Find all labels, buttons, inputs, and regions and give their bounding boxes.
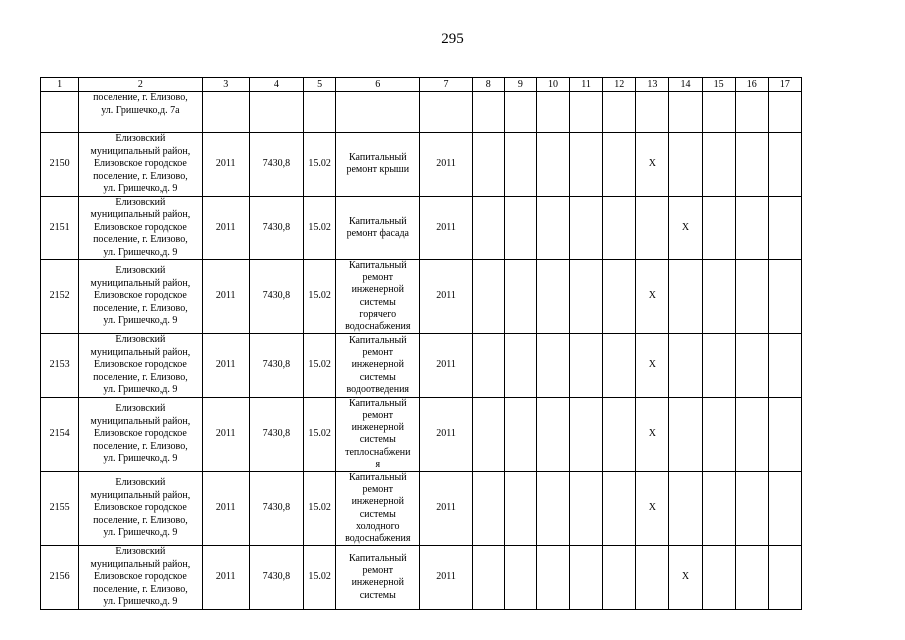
- empty-cell: [472, 334, 504, 398]
- empty-cell: [570, 471, 603, 545]
- empty-cell: [735, 397, 768, 471]
- mark-cell-13: Х: [636, 471, 669, 545]
- year-cell: 2011: [202, 546, 249, 610]
- empty-cell: [536, 196, 569, 260]
- work-type-cell: Капитальный ремонт фасада: [336, 196, 420, 260]
- empty-cell: [735, 92, 768, 133]
- year-cell: 2011: [202, 334, 249, 398]
- empty-cell: [504, 471, 536, 545]
- mark-cell-14: [669, 260, 702, 334]
- empty-cell: [536, 334, 569, 398]
- empty-cell: [735, 546, 768, 610]
- area-cell: 7430,8: [249, 196, 303, 260]
- empty-cell: [768, 546, 801, 610]
- year-cell: 2011: [202, 397, 249, 471]
- column-header: 2: [79, 78, 202, 92]
- empty-cell: [702, 471, 735, 545]
- empty-cell: [472, 546, 504, 610]
- address-cell: поселение, г. Елизово, ул. Гришечко,д. 7а: [79, 92, 202, 133]
- empty-cell: [735, 260, 768, 334]
- mark-cell-14: [669, 334, 702, 398]
- year-cell: 2011: [202, 133, 249, 197]
- empty-cell: [735, 471, 768, 545]
- empty-cell: [570, 260, 603, 334]
- row-number-cell: 2152: [41, 260, 79, 334]
- mark-cell-14: Х: [669, 196, 702, 260]
- mark-cell-13: Х: [636, 133, 669, 197]
- address-cell: Елизовский муниципальный район, Елизовское городское поселение, г. Елизово, ул. Гришечко,д. 9: [79, 260, 202, 334]
- row-number-cell: 2156: [41, 546, 79, 610]
- column-header: 11: [570, 78, 603, 92]
- row-number-cell: 2154: [41, 397, 79, 471]
- empty-cell: [536, 92, 569, 133]
- area-cell: 7430,8: [249, 260, 303, 334]
- row-number-cell: 2153: [41, 334, 79, 398]
- empty-cell: [603, 546, 636, 610]
- mark-cell-14: [669, 397, 702, 471]
- empty-cell: [536, 397, 569, 471]
- empty-cell: [768, 397, 801, 471]
- empty-cell: [768, 334, 801, 398]
- table-row: [41, 133, 802, 197]
- year-cell: 2011: [202, 196, 249, 260]
- empty-cell: [768, 471, 801, 545]
- empty-cell: [768, 260, 801, 334]
- empty-cell: [536, 471, 569, 545]
- mark-cell-13: [636, 546, 669, 610]
- empty-cell: [420, 92, 472, 133]
- table-row: [41, 471, 802, 545]
- empty-cell: [768, 133, 801, 197]
- empty-cell: [504, 397, 536, 471]
- empty-cell: [603, 92, 636, 133]
- column-header: 7: [420, 78, 472, 92]
- column-header: 10: [536, 78, 569, 92]
- continuation-row: [41, 92, 802, 133]
- empty-cell: [603, 196, 636, 260]
- empty-cell: [702, 133, 735, 197]
- code-cell: 15.02: [304, 133, 336, 197]
- column-header: 16: [735, 78, 768, 92]
- empty-cell: [735, 196, 768, 260]
- year-cell: 2011: [202, 260, 249, 334]
- repair-schedule-table: [40, 77, 802, 610]
- address-cell: Елизовский муниципальный район, Елизовское городское поселение, г. Елизово, ул. Гришечко,д. 9: [79, 133, 202, 197]
- empty-cell: [504, 92, 536, 133]
- empty-cell: [702, 260, 735, 334]
- empty-cell: [472, 196, 504, 260]
- mark-cell-13: [636, 196, 669, 260]
- empty-cell: [570, 133, 603, 197]
- empty-cell: [504, 260, 536, 334]
- table-row: [41, 546, 802, 610]
- column-header: 14: [669, 78, 702, 92]
- work-type-cell: Капитальный ремонт крыши: [336, 133, 420, 197]
- year-cell: 2011: [202, 471, 249, 545]
- empty-cell: [536, 260, 569, 334]
- mark-cell-13: Х: [636, 397, 669, 471]
- area-cell: 7430,8: [249, 546, 303, 610]
- period-cell: 2011: [420, 196, 472, 260]
- mark-cell-13: Х: [636, 334, 669, 398]
- column-header: 3: [202, 78, 249, 92]
- empty-cell: [702, 546, 735, 610]
- empty-cell: [570, 546, 603, 610]
- code-cell: 15.02: [304, 334, 336, 398]
- empty-cell: [570, 92, 603, 133]
- row-number-cell: 2151: [41, 196, 79, 260]
- period-cell: 2011: [420, 334, 472, 398]
- code-cell: 15.02: [304, 260, 336, 334]
- empty-cell: [472, 133, 504, 197]
- empty-cell: [702, 334, 735, 398]
- empty-cell: [570, 397, 603, 471]
- empty-cell: [702, 196, 735, 260]
- table-row: [41, 196, 802, 260]
- empty-cell: [504, 196, 536, 260]
- empty-cell: [41, 92, 79, 133]
- empty-cell: [570, 196, 603, 260]
- table-row: [41, 260, 802, 334]
- mark-cell-14: [669, 133, 702, 197]
- work-type-cell: Капитальный ремонт инженерной системы водоотведения: [336, 334, 420, 398]
- empty-cell: [603, 260, 636, 334]
- empty-cell: [472, 471, 504, 545]
- empty-cell: [768, 92, 801, 133]
- empty-cell: [536, 546, 569, 610]
- address-cell: Елизовский муниципальный район, Елизовское городское поселение, г. Елизово, ул. Гришечко,д. 9: [79, 397, 202, 471]
- empty-cell: [472, 397, 504, 471]
- empty-cell: [669, 92, 702, 133]
- column-header: 5: [304, 78, 336, 92]
- empty-cell: [603, 471, 636, 545]
- period-cell: 2011: [420, 546, 472, 610]
- work-type-cell: Капитальный ремонт инженерной системы холодного водоснабжения: [336, 471, 420, 545]
- empty-cell: [536, 133, 569, 197]
- mark-cell-13: Х: [636, 260, 669, 334]
- empty-cell: [768, 196, 801, 260]
- row-number-cell: 2155: [41, 471, 79, 545]
- column-header: 13: [636, 78, 669, 92]
- column-header: 15: [702, 78, 735, 92]
- area-cell: 7430,8: [249, 397, 303, 471]
- table-row: [41, 397, 802, 471]
- empty-cell: [202, 92, 249, 133]
- period-cell: 2011: [420, 260, 472, 334]
- column-header: 8: [472, 78, 504, 92]
- empty-cell: [504, 133, 536, 197]
- column-header: 9: [504, 78, 536, 92]
- code-cell: 15.02: [304, 471, 336, 545]
- column-header: 6: [336, 78, 420, 92]
- period-cell: 2011: [420, 471, 472, 545]
- page-number: 295: [441, 31, 464, 47]
- area-cell: 7430,8: [249, 471, 303, 545]
- empty-cell: [603, 397, 636, 471]
- empty-cell: [603, 133, 636, 197]
- work-type-cell: Капитальный ремонт инженерной системы: [336, 546, 420, 610]
- code-cell: 15.02: [304, 546, 336, 610]
- period-cell: 2011: [420, 397, 472, 471]
- mark-cell-14: Х: [669, 546, 702, 610]
- area-cell: 7430,8: [249, 334, 303, 398]
- empty-cell: [636, 92, 669, 133]
- empty-cell: [702, 397, 735, 471]
- address-cell: Елизовский муниципальный район, Елизовское городское поселение, г. Елизово, ул. Гришечко,д. 9: [79, 546, 202, 610]
- empty-cell: [570, 334, 603, 398]
- address-cell: Елизовский муниципальный район, Елизовское городское поселение, г. Елизово, ул. Гришечко,д. 9: [79, 334, 202, 398]
- empty-cell: [504, 546, 536, 610]
- header-row: [41, 78, 802, 92]
- empty-cell: [702, 92, 735, 133]
- address-cell: Елизовский муниципальный район, Елизовское городское поселение, г. Елизово, ул. Гришечко,д. 9: [79, 471, 202, 545]
- row-number-cell: 2150: [41, 133, 79, 197]
- empty-cell: [735, 334, 768, 398]
- code-cell: 15.02: [304, 397, 336, 471]
- period-cell: 2011: [420, 133, 472, 197]
- column-header: 4: [249, 78, 303, 92]
- work-type-cell: Капитальный ремонт инженерной системы теплоснабжени я: [336, 397, 420, 471]
- area-cell: 7430,8: [249, 133, 303, 197]
- work-type-cell: Капитальный ремонт инженерной системы горячего водоснабжения: [336, 260, 420, 334]
- column-header: 12: [603, 78, 636, 92]
- code-cell: 15.02: [304, 196, 336, 260]
- empty-cell: [472, 260, 504, 334]
- mark-cell-14: [669, 471, 702, 545]
- empty-cell: [504, 334, 536, 398]
- table-row: [41, 334, 802, 398]
- empty-cell: [603, 334, 636, 398]
- empty-cell: [249, 92, 303, 133]
- column-header: 1: [41, 78, 79, 92]
- empty-cell: [336, 92, 420, 133]
- column-header: 17: [768, 78, 801, 92]
- empty-cell: [304, 92, 336, 133]
- empty-cell: [735, 133, 768, 197]
- address-cell: Елизовский муниципальный район, Елизовское городское поселение, г. Елизово, ул. Гришечко,д. 9: [79, 196, 202, 260]
- empty-cell: [472, 92, 504, 133]
